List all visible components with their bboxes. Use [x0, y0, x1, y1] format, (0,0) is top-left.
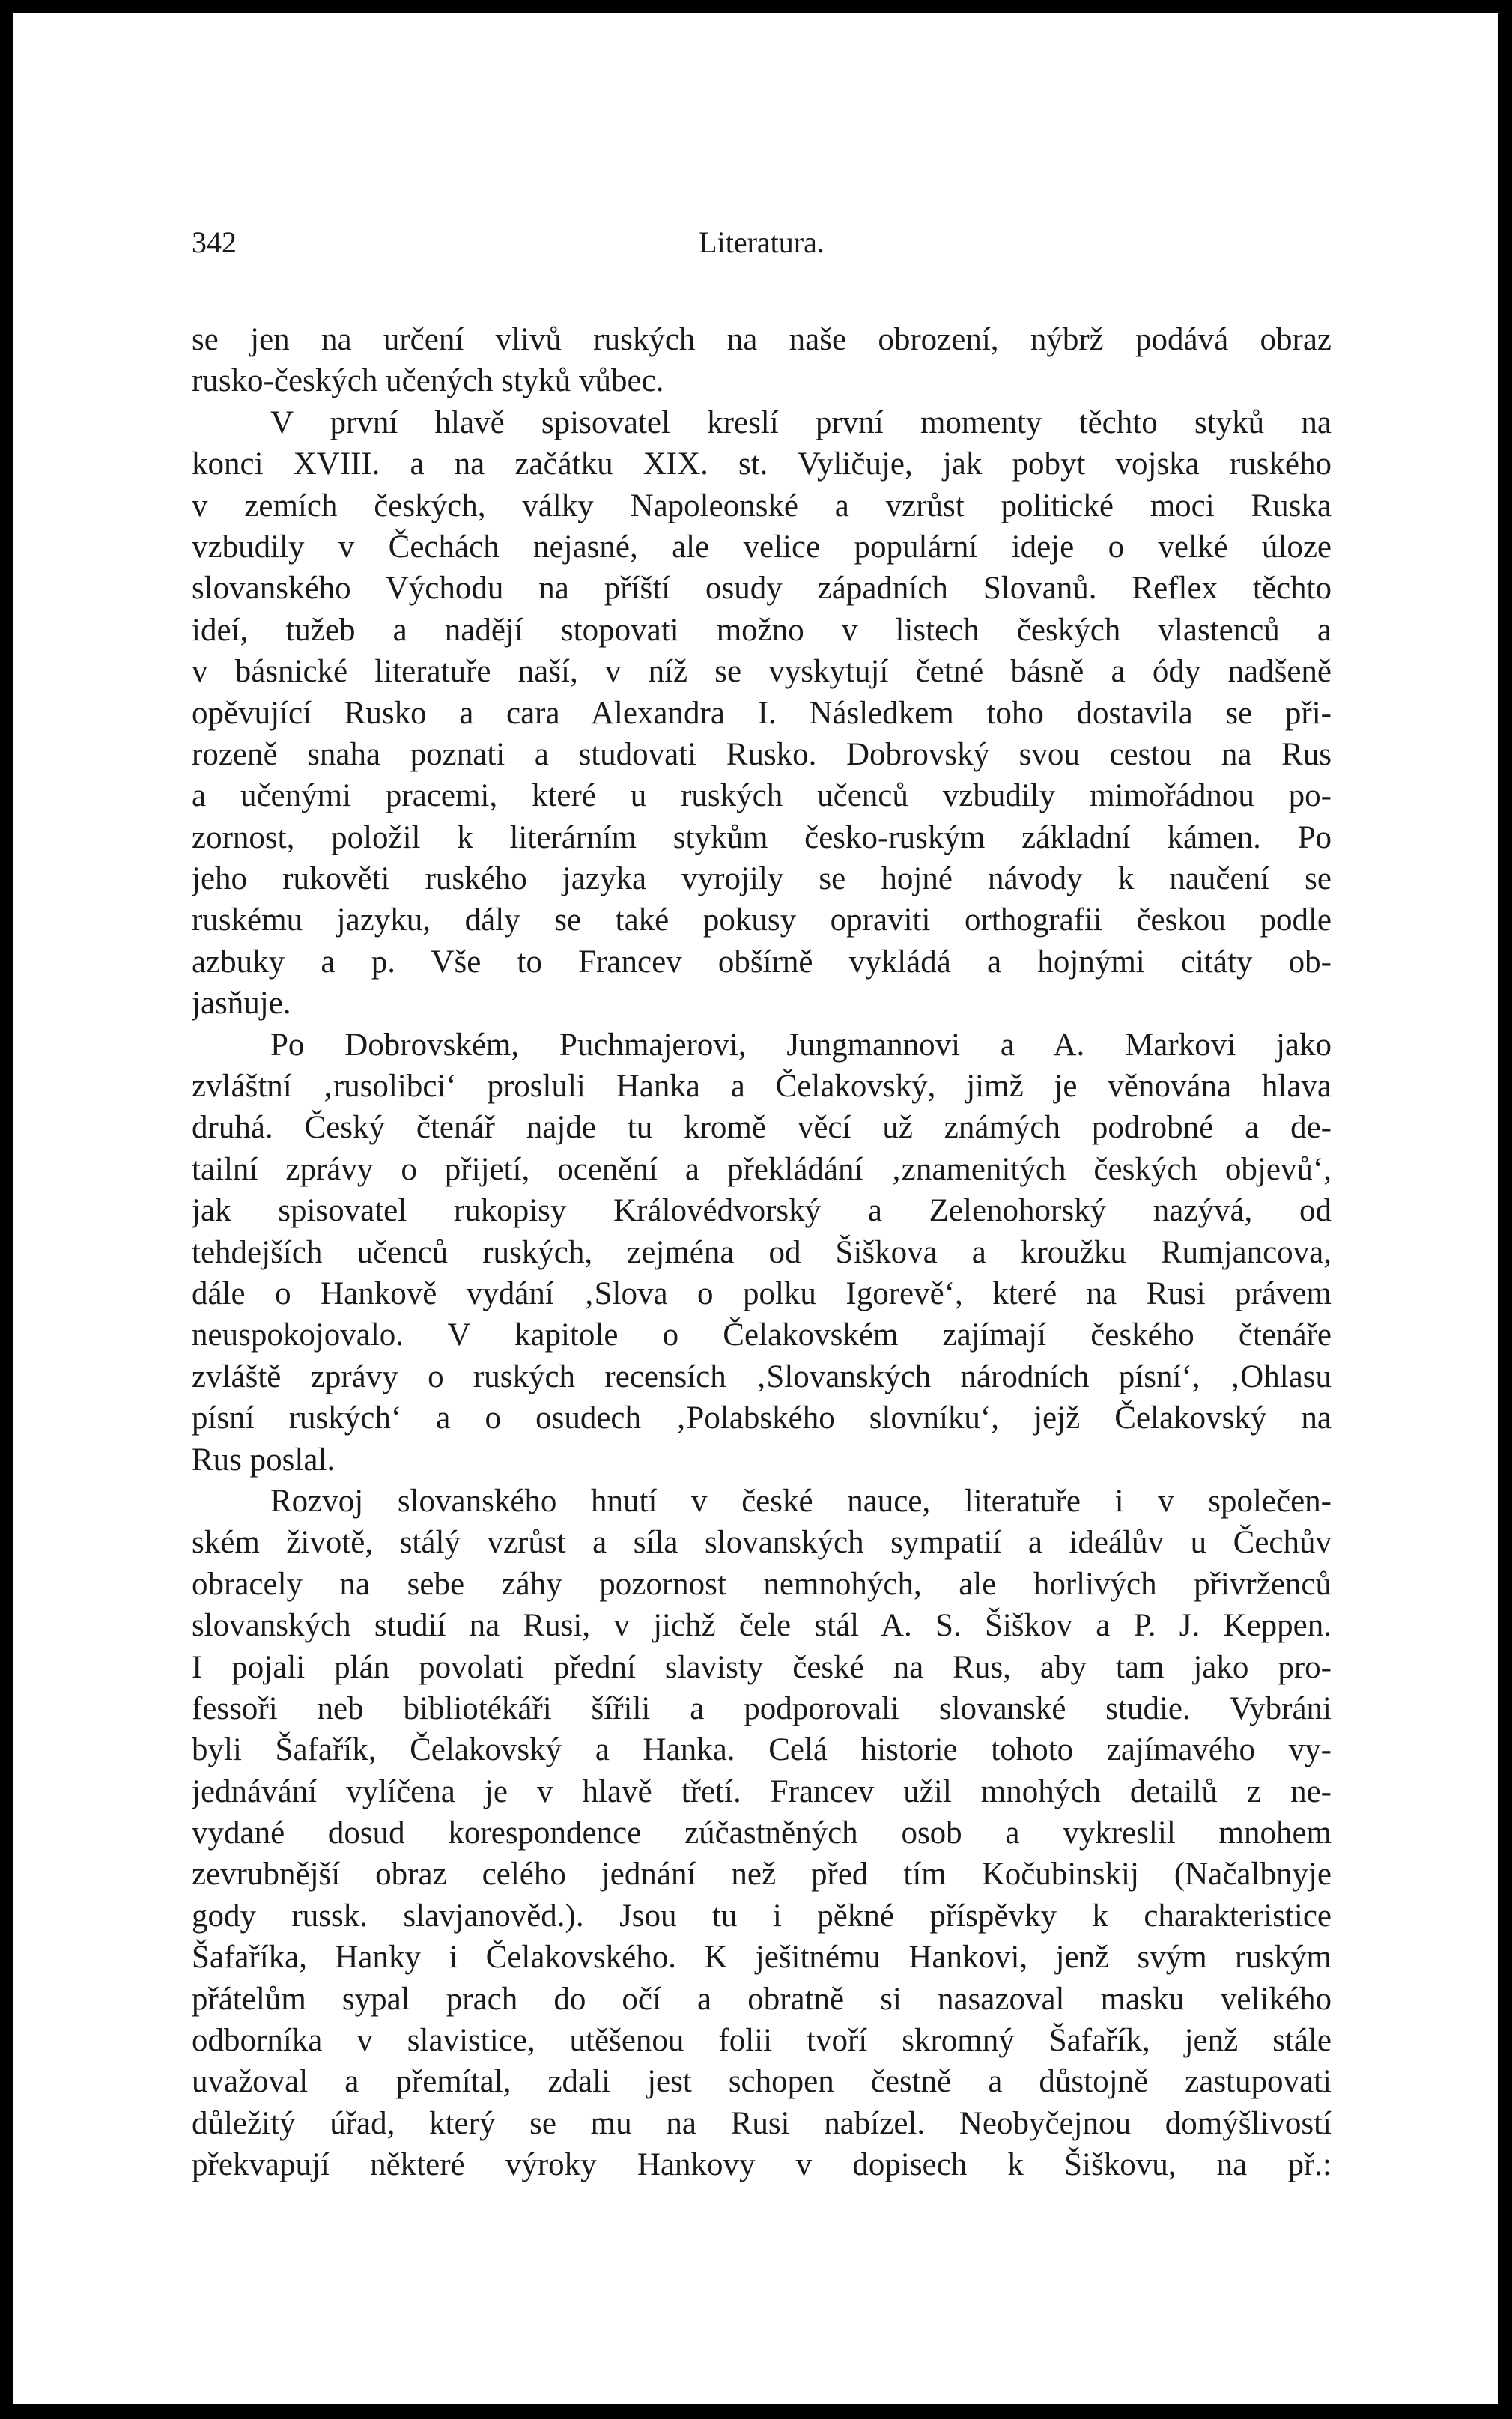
text-line: ském životě, stálý vzrůst a síla slovanských sympatií a ideálův u Čechův [192, 1525, 1332, 1561]
running-title: Literatura. [699, 225, 825, 259]
text-line: v básnické literatuře naší, v níž se vyskytují četné básně a ódy nadšeně [192, 654, 1332, 690]
text-line: uvažoval a přemítal, zdali jest schopen čestně a důstojně zastupovati [192, 2064, 1332, 2100]
text-line: překvapují některé výroky Hankovy v dopisech k Šiškovu, na př.: [192, 2147, 1332, 2183]
scanned-page [13, 13, 1498, 2404]
text-line: azbuky a p. Vše to Francev obšírně vykládá a hojnými citáty ob- [192, 944, 1332, 980]
text-line: přátelům sypal prach do očí a obratně si nasazoval masku velikého [192, 1981, 1332, 2017]
text-line: odborníka v slavistice, utěšenou folii tvoří skromný Šafařík, jenž stále [192, 2023, 1332, 2059]
text-line: fessoři neb bibliotékáři šířili a podporovali slovanské studie. Vybráni [192, 1690, 1332, 1726]
text-line: jak spisovatel rukopisy Královédvorský a Zelenohorský nazývá, od [192, 1193, 1332, 1229]
text-line: gody russk. slavjanověd.). Jsou tu i pěkné příspěvky k charakteristice [192, 1898, 1332, 1934]
text-line: jasňuje. [192, 986, 291, 1022]
text-line: byli Šafařík, Čelakovský a Hanka. Celá historie tohoto zajímavého vy- [192, 1732, 1332, 1768]
text-line: slovanských studií na Rusi, v jichž čele stál A. S. Šiškov a P. J. Keppen. [192, 1608, 1332, 1644]
text-line: zvláštní ‚rusolibci‘ prosluli Hanka a Čelakovský, jimž je věnována hlava [192, 1069, 1332, 1105]
text-line: tailní zprávy o přijetí, ocenění a překládání ‚znamenitých českých objevů‘, [192, 1151, 1332, 1187]
text-line: konci XVIII. a na začátku XIX. st. Vyličuje, jak pobyt vojska ruského [192, 446, 1332, 482]
text-line: jeho rukověti ruského jazyka vyrojily se hojné návody k naučení se [192, 861, 1332, 897]
text-line: obracely na sebe záhy pozornost nemnohých, ale horlivých přivrženců [192, 1566, 1332, 1602]
text-line: Rozvoj slovanského hnutí v české nauce, literatuře i v společen- [270, 1483, 1332, 1519]
text-line: neuspokojovalo. V kapitole o Čelakovském zajímají českého čtenáře [192, 1317, 1332, 1353]
text-line: důležitý úřad, který se mu na Rusi nabízel. Neobyčejnou domýšlivostí [192, 2105, 1332, 2141]
text-line: opěvující Rusko a cara Alexandra I. Následkem toho dostavila se při- [192, 695, 1332, 731]
text-line: zvláště zprávy o ruských recensích ‚Slovanských národních písní‘, ‚Ohlasu [192, 1359, 1332, 1394]
running-header [192, 225, 1332, 270]
text-line: rusko-českých učených styků vůbec. [192, 363, 664, 399]
text-line: vzbudily v Čechách nejasné, ale velice populární ideje o velké úloze [192, 529, 1332, 565]
text-line: v zemích českých, války Napoleonské a vzrůst politické moci Ruska [192, 488, 1332, 523]
text-line: písní ruských‘ a o osudech ‚Polabského slovníku‘, jejž Čelakovský na [192, 1400, 1332, 1436]
text-line: Po Dobrovském, Puchmajerovi, Jungmannovi a A. Markovi jako [270, 1027, 1332, 1063]
text-line: a učenými pracemi, které u ruských učenců vzbudily mimořádnou po- [192, 778, 1332, 814]
text-line: dále o Hankově vydání ‚Slova o polku Igorevě‘, které na Rusi právem [192, 1275, 1332, 1311]
text-line: vydané dosud korespondence zúčastněných osob a vykreslil mnohem [192, 1815, 1332, 1851]
text-line: zevrubnější obraz celého jednání než před tím Kočubinskij (Načalbnyje [192, 1857, 1332, 1893]
text-line: ideí, tužeb a nadějí stopovati možno v listech českých vlastenců a [192, 612, 1332, 648]
text-line: ruskému jazyku, dály se také pokusy opraviti orthografii českou podle [192, 902, 1332, 938]
text-line: druhá. Český čtenář najde tu kromě věcí už známých podrobné a de- [192, 1110, 1332, 1146]
text-line: slovanského Východu na příští osudy západních Slovanů. Reflex těchto [192, 571, 1332, 607]
text-line: V první hlavě spisovatel kreslí první momenty těchto styků na [270, 404, 1332, 440]
text-line: zornost, položil k literárním stykům česko-ruským základní kámen. Po [192, 819, 1332, 855]
text-line: se jen na určení vlivů ruských na naše obrození, nýbrž podává obraz [192, 322, 1332, 357]
text-line: Rus poslal. [192, 1442, 336, 1478]
text-line: I pojali plán povolati přední slavisty české na Rus, aby tam jako pro- [192, 1649, 1332, 1685]
body-text [192, 319, 1332, 2186]
text-line: rozeně snaha poznati a studovati Rusko. Dobrovský svou cestou na Rus [192, 736, 1332, 772]
text-line: jednávání vylíčena je v hlavě třetí. Francev užil mnohých detailů z ne- [192, 1773, 1332, 1809]
page-number: 342 [192, 225, 237, 259]
text-line: Šafaříka, Hanky i Čelakovského. K ješitnému Hankovi, jenž svým ruským [192, 1940, 1332, 1976]
text-line: tehdejších učenců ruských, zejména od Šiškova a kroužku Rumjancova, [192, 1234, 1332, 1270]
